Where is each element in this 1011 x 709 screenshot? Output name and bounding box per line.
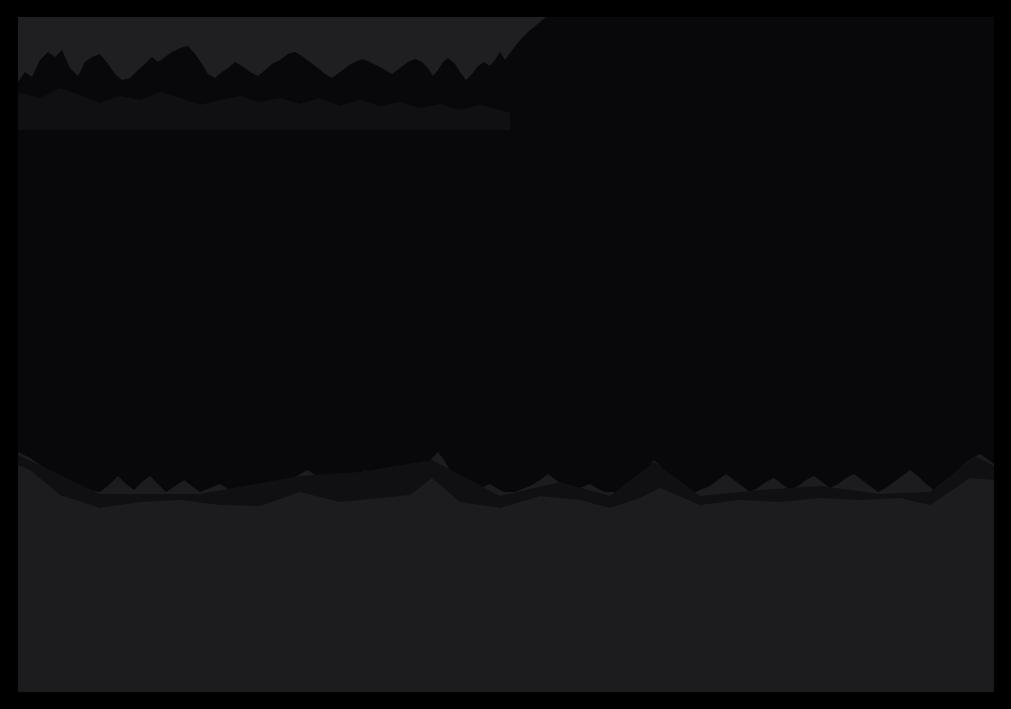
lake-surface-fill [18, 492, 994, 692]
